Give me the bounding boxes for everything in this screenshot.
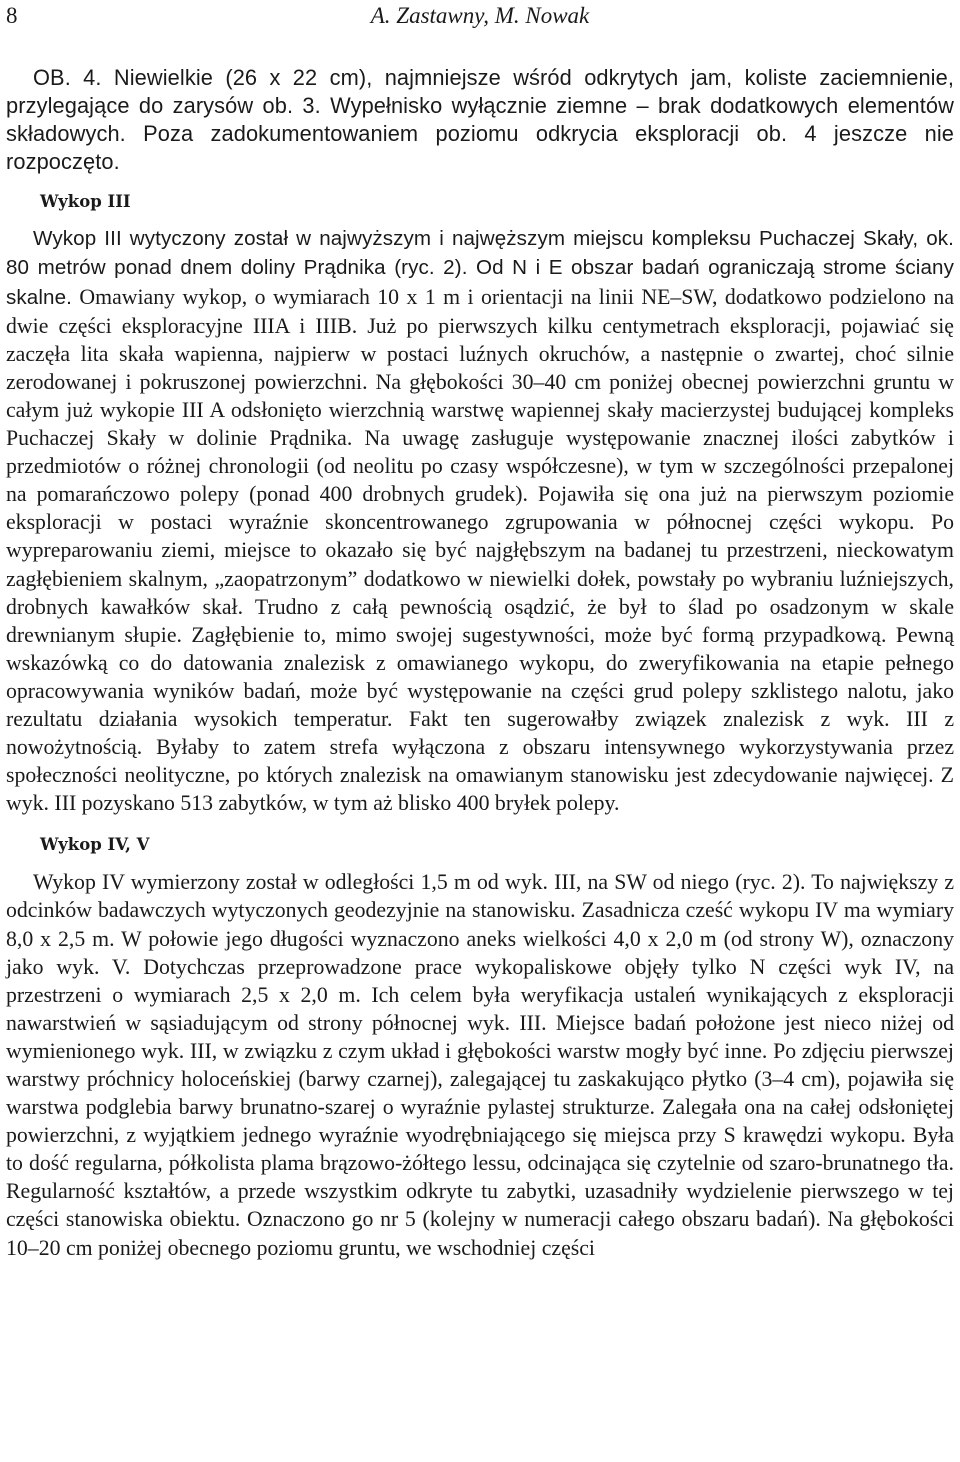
- paragraph-wykop-3: [6, 224, 954, 817]
- running-head: [6, 0, 954, 32]
- section-heading-wykop-3: Wykop III: [40, 192, 131, 212]
- section-heading-wykop-4-5: Wykop IV, V: [40, 835, 150, 855]
- paragraph-wykop-3-part-a: Wykop III wytyczony został w najwyższym i najwęższym miejscu kompleksu Puchaczej Skały, ok. 80 metrów ponad dnem doliny Prądnika (ryc. 2). Od N i E obszar badań ograniczają strome ściany skalne.: [6, 227, 954, 309]
- page: [6, 0, 954, 1262]
- paragraph-wykop-4-5: Wykop IV wymierzony został w odległości 1,5 m od wyk. III, na SW od niego (ryc. 2). To największy z odcinków badawczych wytyczonych geodezyjnie na stanowisku. Zasadnicza cześć wykopu IV ma wymiary 8,0 x 2,5 m. W połowie jego długości wyznaczono aneks wielkości 4,0 x 2,0 m (od strony W), oznaczony jako wyk. V. Dotychczas przeprowadzone prace wykopaliskowe objęły tylko N części wyk IV, na przestrzeni o wymiarach 2,5 x 2,0 m. Ich celem była weryfikacja ustaleń wynikających z eksploracji nawarstwień w sąsiadującym od strony północnej wyk. III. Miejsce badań położone jest nieco niżej od wymienionego wyk. III, w związku z czym układ i głębokości warstw mogły być inne. Po zdjęciu pierwszej warstwy próchnicy holoceńskiej (barwy czarnej), zalegającej tu zaskakująco płytko (3–4 cm), pojawiła się warstwa podglebia barwy brunatno-szarej o wyraźnie pylastej strukturze. Zalegała ona na całej odsłoniętej powierzchni, z wyjątkiem jednego wyraźnie wyodrębniającego się miejsca przy S krawędzi wykopu. Była to dość regularna, półkolista plama brązowo-żółtego lessu, odcinająca się czytelnie od szaro-brunatnego tła. Regularność kształtów, a przede wszystkim odkryte tu zabytki, uzasadniły wydzielenie pierwszego w tej części stanowiska obiektu. Oznaczono go nr 5 (kolejny w numeracji całego obszaru badań). Na głębokości 10–20 cm poniżej obecnego poziomu gruntu, we wschodniej części: [6, 870, 954, 1260]
- paragraph-wykop-3-part-b: Omawiany wykop, o wymiarach 10 x 1 m i orientacji na linii NE–SW, dodatkowo podzielono na dwie części eksploracyjne IIIA i IIIB. Już po pierwszych kilku centymetrach eksploracji, pojawiać się zaczęła lita skała wapienna, najpierw w postaci luźnych okruchów, a następnie o zwartej, choć silnie zerodowanej i pokruszonej powierzchni. Na głębokości 30–40 cm poniżej obecnej powierzchni gruntu w całym już wykopie III A odsłonięto wierzchnią warstwę wapiennej skały macierzystej budującej kompleks Puchaczej Skały w dolinie Prądnika. Na uwagę zasługuje występowanie znacznej ilości zabytków i przedmiotów o różnej chronologii (od neolitu po czasy współczesne), w tym w szczególności przepalonej na pomarańczowo polepy (ponad 400 drobnych grudek). Pojawiła się ona już na pierwszym poziomie eksploracji w postaci wyraźnie skoncentrowanego zgrupowania w północnej części wykopu. Po wypreparowaniu ziemi, miejsce to okazało się być najgłębszym na badanej tu przestrzeni, nieckowatym zagłębieniem skalnym, „zaopatrzonym” dodatkowo w niewielki dołek, powstały po wybraniu luźniejszych, drobnych kawałków skał. Trudno z całą pewnością osądzić, że był to ślad po osadzonym w skale drewnianym słupie. Zagłębienie to, mimo swojej sugestywności, może być formą przypadkową. Pewną wskazówką co do datowania znalezisk z omawianego wykopu, do zweryfikowania na etapie pełnego opracowywania wyników badań, może być występowanie na części grud polepy szklistego nalotu, jako rezultatu działania wysokich temperatur. Fakt ten sugerowałby związek znalezisk z wyk. III z nowożytnością. Byłaby to zatem strefa wyłączona z obszaru intensywnego wykorzystywania przez społeczności neolityczne, po których znalezisk na omawianym stanowisku jest zdecydowanie najwięcej. Z wyk. III pozyskano 513 zabytków, w tym aż blisko 400 bryłek polepy.: [6, 284, 955, 816]
- paragraph-ob4: OB. 4. Niewielkie (26 x 22 cm), najmniejsze wśród odkrytych jam, koliste zaciemnienie, przylegające do zarysów ob. 3. Wypełnisko wyłącznie ziemne – brak dodatkowych elementów składowych. Poza zadokumentowaniem poziomu odkrycia eksploracji ob. 4 jeszcze nie rozpoczęto.: [6, 65, 954, 175]
- page-number: 8: [6, 3, 18, 28]
- running-title: A. Zastawny, M. Nowak: [370, 3, 590, 28]
